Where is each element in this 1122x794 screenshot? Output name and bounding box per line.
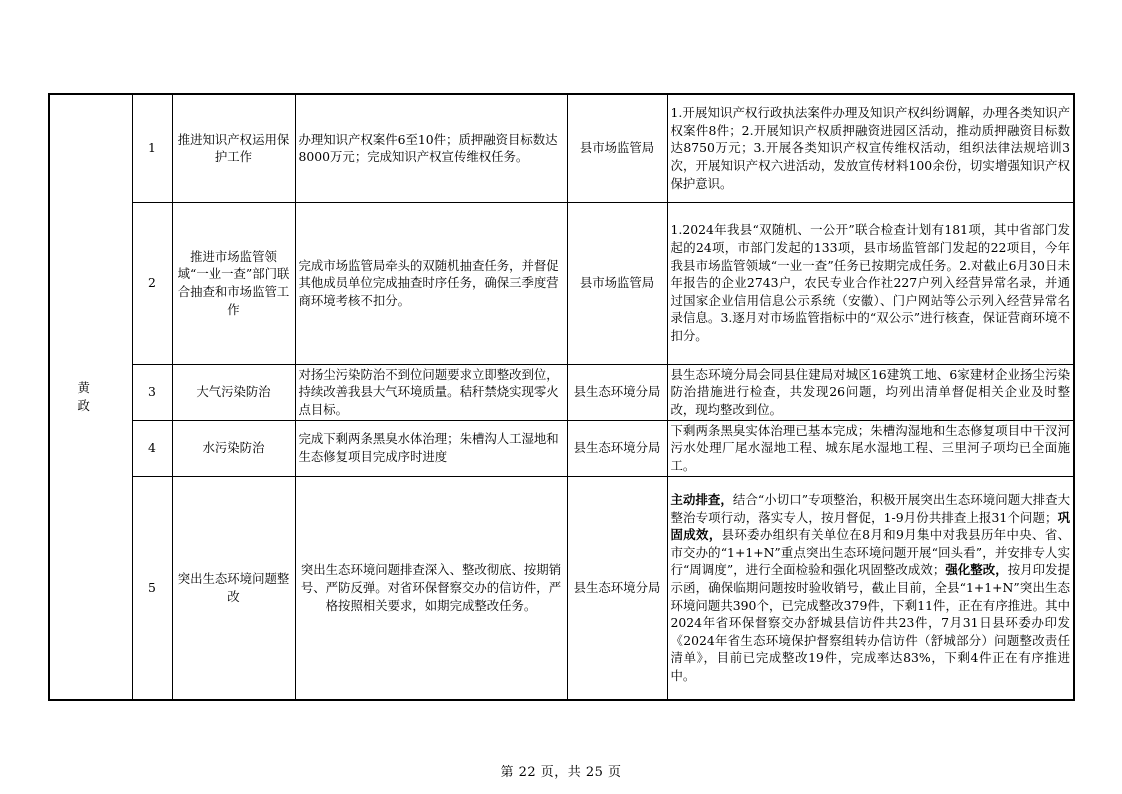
responsible-unit: 县生态环境分局 (567, 364, 667, 420)
responsible-unit: 县生态环境分局 (567, 420, 667, 476)
task-name: 推进市场监管领域“一业一查”部门联合抽查和市场监管工作 (172, 202, 295, 364)
task-name: 推进知识产权运用保护工作 (172, 94, 295, 202)
progress-heading-investigate: 主动排查， (670, 491, 733, 507)
category-cell: 黄 政 (49, 94, 132, 700)
row-number: 2 (132, 202, 172, 364)
task-name: 大气污染防治 (172, 364, 295, 420)
progress-text: 县生态环境分局会同县住建局对城区16建筑工地、6家建材企业扬尘污染防治措施进行检查，共发现26问题，均列出清单督促相关企业及时整改，现均整改到位。 (667, 364, 1074, 420)
table-row (49, 94, 1074, 202)
task-target: 办理知识产权案件6至10件；质押融资目标数达8000万元；完成知识产权宣传维权任务。 (295, 94, 567, 202)
task-target: 对扬尘污染防治不到位问题要求立即整改到位，持续改善我县大气环境质量。秸秆禁烧实现零火点目标。 (295, 364, 567, 420)
progress-text: 1.2024年我县“双随机、一公开”联合检查计划有181项，其中省部门发起的24项，市部门发起的133项，县市场监管部门发起的22项目，今年我县市场监管领域“一业一查”任务已按期完成任务。2.对截止6月30日未年报告的企业2743户，农民专业合作社227户列入经营异常名录，并通过国家企业信用信息公示系统（安徽）、门户网站等公示列入经营异常名录信息。3.逐月对市场监管指标中的“双公示”进行核查，保证营商环境不扣分。 (667, 202, 1074, 364)
work-progress-table (48, 93, 1075, 701)
table-row (49, 364, 1074, 420)
responsible-unit: 县市场监管局 (567, 202, 667, 364)
row-number: 1 (132, 94, 172, 202)
task-name: 水污染防治 (172, 420, 295, 476)
progress-body-rectify: 按月印发提示函，确保临期问题按时验收销号，截止目前，全县“1+1+N”突出生态环境问题共390个，已完成整改379件，下剩11件，正在有序推进。其中2024年省环保督察交办舒城县信访件共23件，7月31日县环委办印发《2024年省生态环境保护督察组转办信访件（舒城部分）问题整改责任清单》，目前已完成整改19件，完成率达83%，下剩4件正在有序推进中。 (670, 562, 1071, 683)
table-row (49, 202, 1074, 364)
progress-heading-rectify: 强化整改， (945, 562, 1008, 578)
progress-text: 1.开展知识产权行政执法案件办理及知识产权纠纷调解，办理各类知识产权案件8件；2.开展知识产权质押融资进园区活动，推动质押融资目标数达8750万元；3.开展各类知识产权宣传维权活动，组织法律法规培训3次，开展知识产权六进活动，发放宣传材料100余份，切实增强知识产权保护意识。 (667, 94, 1074, 202)
page-number-footer: 第 22 页，共 25 页 (500, 765, 622, 780)
progress-text: 下剩两条黑臭实体治理已基本完成；朱槽沟湿地和生态修复项目中干汊河污水处理厂尾水湿地工程、城东尾水湿地工程、三里河子项均已全面施工。 (667, 420, 1074, 476)
task-target: 突出生态环境问题排查深入、整改彻底、按期销号、严防反弹。对省环保督察交办的信访件，严格按照相关要求，如期完成整改任务。 (295, 476, 567, 700)
progress-body-investigate: 结合“小切口”专项整治，积极开展突出生态环境问题大排查大整治专项行动，落实专人，按月督促，1-9月份共排查上报31个问题； (670, 491, 1071, 525)
row-number: 4 (132, 420, 172, 476)
task-target: 完成下剩两条黑臭水体治理；朱槽沟人工湿地和生态修复项目完成序时进度 (295, 420, 567, 476)
row-number: 5 (132, 476, 172, 700)
table-row (49, 476, 1074, 700)
task-name: 突出生态环境问题整改 (172, 476, 295, 700)
task-target: 完成市场监管局牵头的双随机抽查任务，并督促其他成员单位完成抽查时序任务，确保三季度营商环境考核不扣分。 (295, 202, 567, 364)
responsible-unit: 县市场监管局 (567, 94, 667, 202)
progress-heading-consolidate: 巩固成效， (670, 509, 1070, 543)
progress-body-consolidate: 县环委办组织有关单位在8月和9月集中对我县历年中央、省、市交办的“1+1+N”重点突出生态环境问题开展“回头看”，并安排专人实行“周调度”，进行全面检验和强化巩固整改成效； (670, 527, 1070, 578)
row-number: 3 (132, 364, 172, 420)
table-row (49, 420, 1074, 476)
progress-text (667, 476, 1074, 700)
responsible-unit: 县生态环境分局 (567, 476, 667, 700)
